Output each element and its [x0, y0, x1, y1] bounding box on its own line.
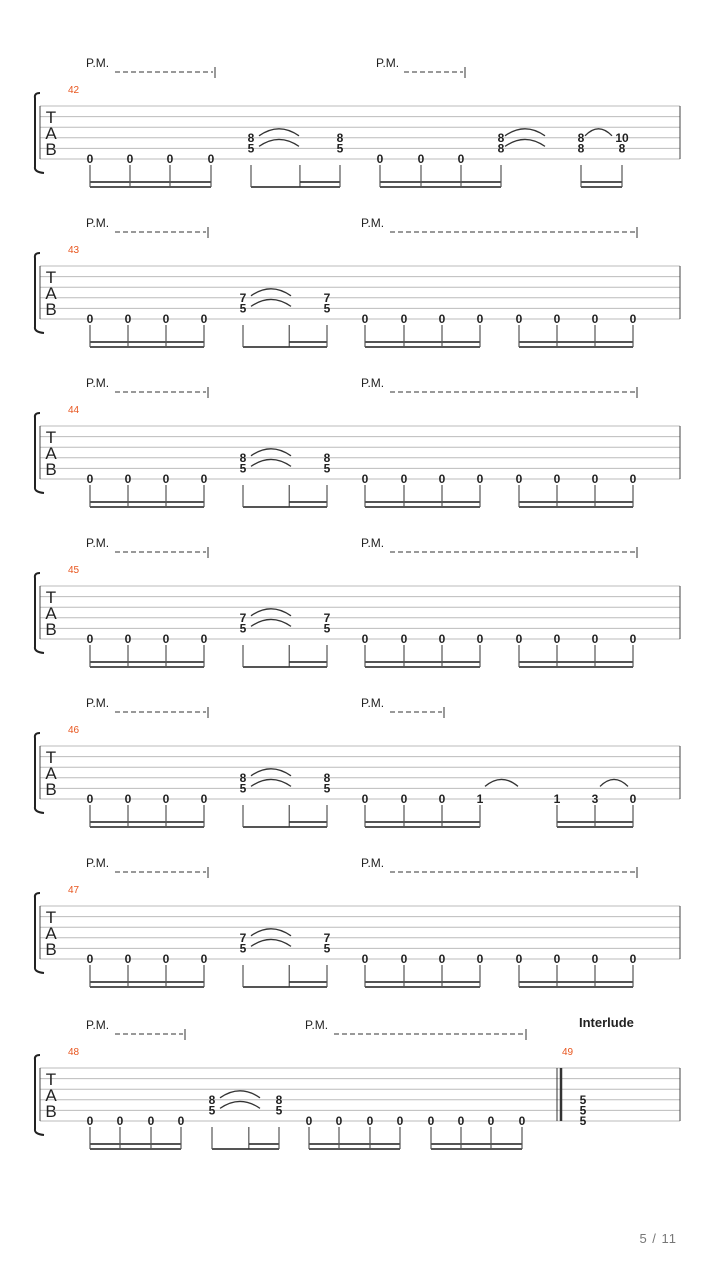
fret-number: 0 [438, 952, 446, 966]
fret-number: 5 [239, 621, 247, 636]
fret-number: 5 [323, 461, 331, 476]
fret-number: 0 [361, 472, 369, 486]
fret-number: 0 [476, 952, 484, 966]
section-label-interlude: Interlude [579, 1015, 634, 1030]
fret-number: 0 [162, 792, 170, 806]
tab-clef-letter: B [45, 140, 57, 159]
fret-number: 0 [200, 792, 208, 806]
fret-number: 0 [86, 312, 94, 326]
palm-mute-label: P.M. [86, 696, 110, 710]
fret-number: 0 [457, 1114, 465, 1128]
measure-number: 48 [68, 1047, 80, 1058]
tab-clef-letter: T [45, 748, 57, 767]
tie-arc [485, 779, 518, 786]
fret-number: 0 [417, 152, 425, 166]
tab-system [35, 856, 680, 987]
fret-number: 8 [497, 141, 505, 156]
fret-number: 0 [147, 1114, 155, 1128]
fret-number: 0 [116, 1114, 124, 1128]
measure-number: 47 [68, 885, 80, 896]
fret-number: 0 [438, 632, 446, 646]
tab-clef-letter: B [45, 940, 57, 959]
tie-arc [251, 449, 291, 456]
tie-arc [251, 459, 291, 466]
fret-number: 0 [476, 312, 484, 326]
fret-number: 0 [124, 312, 132, 326]
fret-number: 8 [618, 141, 626, 156]
system-bracket [35, 93, 44, 173]
palm-mute-label: P.M. [86, 1018, 110, 1032]
system-bracket [35, 893, 44, 973]
tie-arc [251, 929, 291, 936]
fret-number: 0 [400, 312, 408, 326]
fret-number: 5 [239, 941, 247, 956]
fret-number: 0 [629, 952, 637, 966]
tab-clef-letter: A [45, 444, 57, 463]
fret-number: 0 [515, 472, 523, 486]
tab-clef-letter: T [45, 588, 57, 607]
fret-number: 0 [86, 632, 94, 646]
palm-mute-label: P.M. [361, 696, 385, 710]
fret-number: 8 [239, 770, 247, 785]
fret-number: 7 [323, 930, 331, 945]
fret-number: 0 [124, 792, 132, 806]
palm-mute-label: P.M. [86, 376, 110, 390]
fret-number: 0 [361, 952, 369, 966]
fret-number: 0 [438, 312, 446, 326]
tab-clef-letter: B [45, 780, 57, 799]
fret-number: 0 [361, 792, 369, 806]
fret-number: 5 [323, 301, 331, 316]
fret-number: 0 [162, 472, 170, 486]
fret-number: 0 [400, 792, 408, 806]
fret-number: 0 [86, 1114, 94, 1128]
fret-number: 0 [86, 792, 94, 806]
tab-clef-letter: B [45, 1102, 57, 1121]
fret-number: 0 [376, 152, 384, 166]
fret-number: 5 [579, 1092, 587, 1107]
tie-arc [220, 1091, 260, 1098]
tie-arc [251, 289, 291, 296]
palm-mute-label: P.M. [305, 1018, 329, 1032]
fret-number: 7 [239, 290, 247, 305]
fret-number: 5 [323, 781, 331, 796]
fret-number: 0 [126, 152, 134, 166]
tie-arc [259, 139, 299, 146]
fret-number: 5 [579, 1114, 587, 1128]
fret-number: 5 [239, 461, 247, 476]
tab-system [35, 696, 680, 827]
fret-number: 0 [200, 472, 208, 486]
fret-number: 0 [162, 952, 170, 966]
tab-clef-letter: T [45, 428, 57, 447]
fret-number: 8 [323, 770, 331, 785]
fret-number: 8 [275, 1092, 283, 1107]
tab-clef-letter: T [45, 108, 57, 127]
fret-number: 0 [515, 632, 523, 646]
measure-number: 46 [68, 725, 80, 736]
fret-number: 8 [323, 450, 331, 465]
fret-number: 5 [275, 1103, 283, 1118]
fret-number: 0 [591, 952, 599, 966]
fret-number: 0 [361, 312, 369, 326]
measure-number: 45 [68, 565, 80, 576]
fret-number: 0 [515, 952, 523, 966]
fret-number: 5 [239, 781, 247, 796]
palm-mute-label: P.M. [361, 856, 385, 870]
tab-system [35, 1015, 680, 1149]
fret-number: 0 [438, 792, 446, 806]
fret-number: 0 [396, 1114, 404, 1128]
tab-clef-letter: T [45, 1070, 57, 1089]
fret-number: 0 [207, 152, 215, 166]
tab-system [35, 536, 680, 667]
tab-clef-letter: B [45, 300, 57, 319]
fret-number: 5 [323, 941, 331, 956]
tab-clef-letter: B [45, 460, 57, 479]
fret-number: 0 [305, 1114, 313, 1128]
fret-number: 7 [239, 610, 247, 625]
fret-number: 0 [124, 632, 132, 646]
fret-number: 0 [553, 472, 561, 486]
fret-number: 5 [247, 141, 255, 156]
fret-number: 0 [457, 152, 465, 166]
tab-system [35, 376, 680, 507]
tie-arc [585, 129, 612, 136]
tab-clef-letter: A [45, 764, 57, 783]
palm-mute-label: P.M. [86, 56, 110, 70]
fret-number: 0 [629, 472, 637, 486]
fret-number: 0 [366, 1114, 374, 1128]
measure-number: 42 [68, 85, 80, 96]
fret-number: 1 [476, 792, 484, 806]
measure-number: 49 [562, 1047, 574, 1058]
fret-number: 0 [553, 952, 561, 966]
tab-clef-letter: A [45, 284, 57, 303]
fret-number: 8 [336, 130, 344, 145]
fret-number: 0 [515, 312, 523, 326]
tie-arc [251, 609, 291, 616]
palm-mute-label: P.M. [86, 536, 110, 550]
system-bracket [35, 253, 44, 333]
fret-number: 8 [208, 1092, 216, 1107]
fret-number: 8 [577, 141, 585, 156]
tab-system [35, 56, 680, 187]
fret-number: 0 [124, 472, 132, 486]
fret-number: 0 [438, 472, 446, 486]
fret-number: 0 [86, 952, 94, 966]
tab-clef-letter: B [45, 620, 57, 639]
fret-number: 5 [208, 1103, 216, 1118]
system-bracket [35, 1055, 44, 1135]
tie-arc [600, 779, 628, 786]
tie-arc [505, 139, 545, 146]
fret-number: 0 [86, 152, 94, 166]
page-number: 5 / 11 [639, 1231, 677, 1246]
fret-number: 0 [86, 472, 94, 486]
fret-number: 8 [247, 130, 255, 145]
fret-number: 0 [400, 632, 408, 646]
fret-number: 0 [200, 312, 208, 326]
fret-number: 0 [476, 632, 484, 646]
measure-number: 44 [68, 405, 80, 416]
fret-number: 0 [518, 1114, 526, 1128]
fret-number: 0 [400, 952, 408, 966]
fret-number: 5 [323, 621, 331, 636]
system-bracket [35, 413, 44, 493]
tie-arc [505, 129, 545, 136]
fret-number: 0 [200, 952, 208, 966]
tie-arc [259, 129, 299, 136]
fret-number: 0 [591, 632, 599, 646]
fret-number: 0 [177, 1114, 185, 1128]
fret-number: 0 [553, 632, 561, 646]
fret-number: 3 [591, 792, 599, 806]
palm-mute-label: P.M. [86, 216, 110, 230]
fret-number: 8 [577, 130, 585, 145]
fret-number: 7 [323, 610, 331, 625]
fret-number: 0 [162, 312, 170, 326]
palm-mute-label: P.M. [376, 56, 400, 70]
measure-number: 43 [68, 245, 80, 256]
fret-number: 0 [629, 792, 637, 806]
tie-arc [251, 939, 291, 946]
tab-system [35, 216, 680, 347]
fret-number: 0 [487, 1114, 495, 1128]
palm-mute-label: P.M. [86, 856, 110, 870]
tie-arc [220, 1101, 260, 1108]
tab-clef-letter: T [45, 268, 57, 287]
fret-number: 0 [335, 1114, 343, 1128]
fret-number: 10 [615, 130, 629, 145]
system-bracket [35, 573, 44, 653]
fret-number: 0 [400, 472, 408, 486]
fret-number: 5 [579, 1103, 587, 1118]
tab-clef-letter: T [45, 908, 57, 927]
fret-number: 8 [239, 450, 247, 465]
palm-mute-label: P.M. [361, 536, 385, 550]
fret-number: 0 [629, 632, 637, 646]
fret-number: 0 [166, 152, 174, 166]
tab-clef-letter: A [45, 924, 57, 943]
tie-arc [251, 769, 291, 776]
palm-mute-label: P.M. [361, 376, 385, 390]
fret-number: 8 [497, 130, 505, 145]
fret-number: 7 [323, 290, 331, 305]
tie-arc [251, 299, 291, 306]
tab-clef-letter: A [45, 124, 57, 143]
fret-number: 0 [629, 312, 637, 326]
fret-number: 0 [124, 952, 132, 966]
fret-number: 5 [239, 301, 247, 316]
system-bracket [35, 733, 44, 813]
palm-mute-label: P.M. [361, 216, 385, 230]
fret-number: 5 [336, 141, 344, 156]
fret-number: 0 [162, 632, 170, 646]
tie-arc [251, 619, 291, 626]
fret-number: 0 [591, 312, 599, 326]
fret-number: 0 [591, 472, 599, 486]
fret-number: 0 [427, 1114, 435, 1128]
fret-number: 0 [476, 472, 484, 486]
fret-number: 0 [553, 312, 561, 326]
fret-number: 7 [239, 930, 247, 945]
fret-number: 1 [553, 792, 561, 806]
fret-number: 0 [200, 632, 208, 646]
fret-number: 0 [361, 632, 369, 646]
tab-clef-letter: A [45, 1086, 57, 1105]
tab-clef-letter: A [45, 604, 57, 623]
tie-arc [251, 779, 291, 786]
